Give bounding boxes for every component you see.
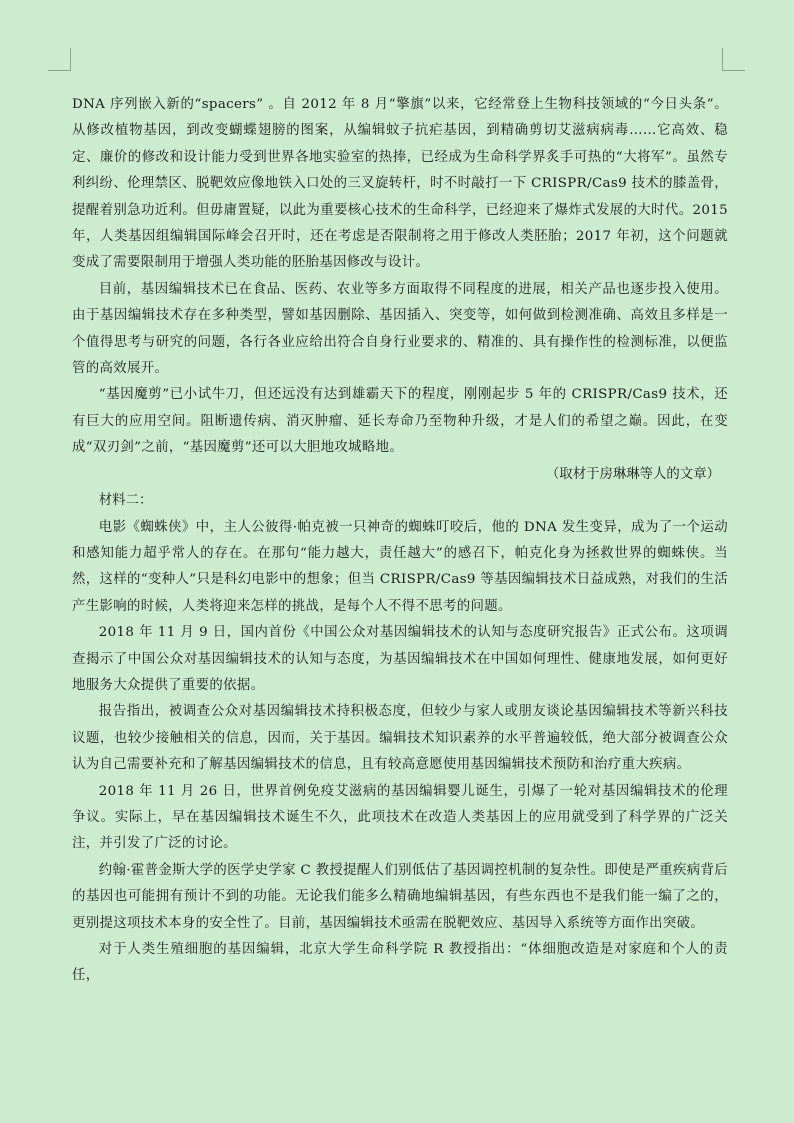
paragraph: 电影《蜘蛛侠》中，主人公彼得·帕克被一只神奇的蜘蛛叮咬后，他的 DNA 发生变异，成为了一个运动和感知能力超乎常人的存在。在那句“能力越大，责任越大”的感召下，帕克化身为拯救世界的蜘蛛侠。当然，这样的“变种人”只是科幻电影中的想象；但当 CRISPR/Cas9 等基因编辑技术日益成熟，对我们的生活产生影响的时候，人类将迎来怎样的挑战，是每个人不得不思考的问题。 (72, 519, 728, 614)
paragraph: “基因魔剪”已小试牛刀，但还远没有达到雄霸天下的程度，刚刚起步 5 年的 CRISPR/Cas9 技术，还有巨大的应用空间。阻断遗传病、消灭肿瘤、延长寿命乃至物种升级，才是人们的希望之巅。因此，在变成“双刃剑”之前，“基因魔剪”还可以大胆地攻城略地。 (72, 387, 728, 456)
paragraph: 目前，基因编辑技术已在食品、医药、农业等多方面取得不同程度的进展，相关产品也逐步投入使用。由于基因编辑技术存在多种类型，譬如基因删除、基因插入、突变等，如何做到检测准确、高效且多样是一个值得思考与研究的问题，各行各业应给出符合自身行业要求的、精准的、具有操作性的检测标准，以便监管的高效展开。 (72, 281, 728, 377)
paragraph: 约翰·霍普金斯大学的医学史学家 C 教授提醒人们别低估了基因调控机制的复杂性。即使是严重疾病背后的基因也可能拥有预计不到的功能。无论我们能多么精确地编辑基因，有些东西也不是我们能一编了之的，更别提这项技术本身的安全性了。目前，基因编辑技术亟需在脱靶效应、基因导入系统等方面作出突破。 (72, 862, 728, 931)
crop-mark-top-left (48, 48, 71, 71)
paragraph: 2018 年 11 月 9 日，国内首份《中国公众对基因编辑技术的认知与态度研究报告》正式公布。这项调查揭示了中国公众对基因编辑技术的认知与态度，为基因编辑技术在中国如何理性、健康地发展，如何更好地服务大众提供了重要的依据。 (72, 625, 728, 693)
paragraph: DNA 序列嵌入新的“spacers” 。自 2012 年 8 月“擎旗”以来，它经常登上生物科技领域的“今日头条”。从修改植物基因，到改变蝴蝶翅膀的图案，从编辑蚊子抗疟基因，到精确剪切艾滋病病毒……它高效、稳定、廉价的修改和设计能力受到世界各地实验室的热捧，已经成为生命科学界炙手可热的“大将军”。虽然专利纠纷、伦理禁区、脱靶效应像地铁入口处的三叉旋转杆，时不时敲打一下 CRISPR/Cas9 技术的膝盖骨，提醒着别急功近利。但毋庸置疑，以此为重要核心技术的生命科学，已经迎来了爆炸式发展的大时代。2015 年，人类基因组编辑国际峰会召开时，还在考虑是否限制将之用于修改人类胚胎；2017 年初，这个问题就变成了需要限制用于增强人类功能的胚胎基因修改与设计。 (72, 97, 728, 271)
crop-mark-top-right (722, 48, 745, 71)
document-body (72, 92, 728, 990)
paragraph: 报告指出，被调查公众对基因编辑技术持积极态度，但较少与家人或朋友谈论基因编辑技术等新兴科技议题，也较少接触相关的信息，因而，关于基因。编辑技术知识素养的水平普遍较低，绝大部分被调查公众认为自己需要补充和了解基因编辑技术的信息，且有较高意愿使用基因编辑技术预防和治疗重大疾病。 (72, 704, 728, 773)
source-citation: （取材于房琳琳等人的文章） (545, 466, 720, 482)
paragraph: 对于人类生殖细胞的基因编辑，北京大学生命科学院 R 教授指出：“体细胞改造是对家庭和个人的责任， (72, 942, 728, 984)
section-heading-material-2: 材料二： (98, 493, 153, 509)
paragraph: 2018 年 11 月 26 日，世界首例免疫艾滋病的基因编辑婴儿诞生，引爆了一轮对基因编辑技术的伦理争议。实际上，早在基因编辑技术诞生不久，此项技术在改造人类基因上的应用就受到了科学界的广泛关注，并引发了广泛的讨论。 (72, 783, 728, 852)
